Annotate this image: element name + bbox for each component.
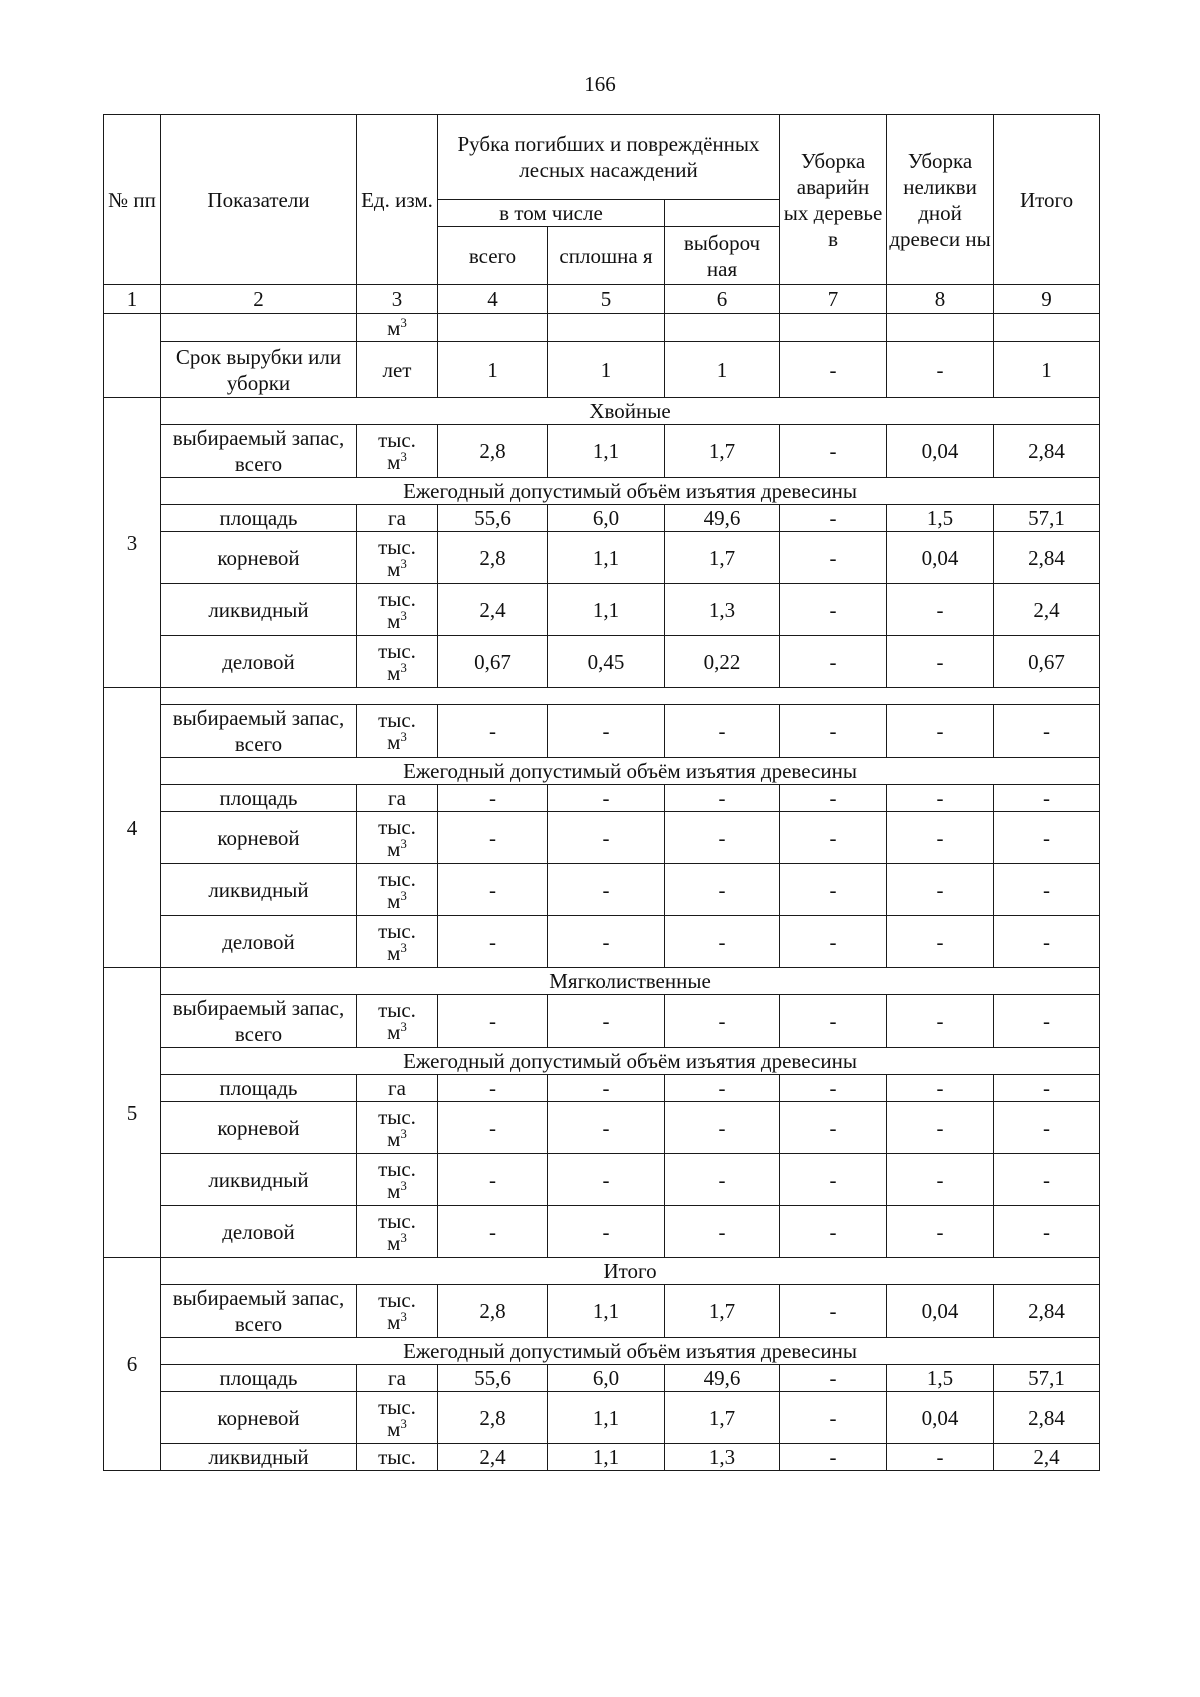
- unit-thous: тыс.: [378, 998, 416, 1022]
- value-cell: -: [887, 1102, 994, 1154]
- value-cell: -: [665, 1102, 780, 1154]
- value-cell: -: [887, 995, 994, 1048]
- unit-cell: га: [357, 1075, 438, 1102]
- annual-volume-title: Ежегодный допустимый объём изъятия древесины: [161, 1338, 1100, 1365]
- value-cell: -: [438, 1154, 548, 1206]
- unit-cell: га: [357, 505, 438, 532]
- value-cell: 2,4: [994, 584, 1100, 636]
- unit-cell: [357, 1102, 438, 1154]
- value-cell: 2,8: [438, 532, 548, 584]
- header-unit: Ед. изм.: [357, 115, 438, 285]
- column-number: 3: [357, 285, 438, 314]
- annual-volume-row: [104, 478, 1100, 505]
- unit-thous: тыс.: [378, 866, 416, 891]
- value-cell: -: [780, 812, 887, 864]
- unit-cell: [357, 1285, 438, 1338]
- value-cell: -: [438, 785, 548, 812]
- unit-sup: 3: [400, 449, 407, 464]
- value-cell: -: [780, 1392, 887, 1444]
- value-cell: -: [780, 1154, 887, 1206]
- value-cell: -: [887, 1444, 994, 1471]
- value-cell: 2,8: [438, 1392, 548, 1444]
- value-cell: 2,84: [994, 425, 1100, 478]
- unit-cell: [357, 1154, 438, 1206]
- indicator-label: выбираемый запас, всего: [161, 425, 357, 478]
- value-cell: -: [438, 1075, 548, 1102]
- value-cell: -: [780, 1365, 887, 1392]
- indicator-label: выбираемый запас, всего: [161, 705, 357, 758]
- value-cell: 57,1: [994, 1365, 1100, 1392]
- value-cell: 0,67: [994, 636, 1100, 688]
- value-cell: -: [548, 1154, 665, 1206]
- unit-m: м: [387, 1230, 401, 1255]
- value-cell: 1,1: [548, 1444, 665, 1471]
- value-cell: -: [548, 1102, 665, 1154]
- section-title: Хвойные: [161, 398, 1100, 425]
- unit-cell: [357, 916, 438, 968]
- row-root: [104, 1102, 1100, 1154]
- header-clear: сплошна я: [548, 227, 665, 285]
- value-cell: -: [780, 1206, 887, 1258]
- column-numbers-row: [104, 285, 1100, 314]
- unit-cell: [357, 995, 438, 1048]
- column-number: 5: [548, 285, 665, 314]
- row-area: [104, 505, 1100, 532]
- annual-volume-row: [104, 1048, 1100, 1075]
- value-cell: -: [887, 1154, 994, 1206]
- value-cell: -: [548, 705, 665, 758]
- value-cell: -: [887, 636, 994, 688]
- value-cell: -: [887, 1206, 994, 1258]
- value-cell: -: [994, 1075, 1100, 1102]
- indicator-label: корневой: [161, 532, 357, 584]
- row-area: [104, 785, 1100, 812]
- unit-thous: тыс.: [378, 586, 416, 611]
- header-felling-group: Рубка погибших и повреждённых лесных насаждений: [438, 115, 780, 200]
- unit-thous: тыс.: [378, 638, 416, 663]
- row-liquid: [104, 584, 1100, 636]
- value-cell: -: [548, 1206, 665, 1258]
- unit-cell: [357, 636, 438, 688]
- value-cell: -: [780, 532, 887, 584]
- term-value: 1: [548, 342, 665, 398]
- section-title: Итого: [161, 1258, 1100, 1285]
- unit-m: м: [387, 1310, 401, 1334]
- row-root: [104, 1392, 1100, 1444]
- column-number: 7: [780, 285, 887, 314]
- row-liquid: [104, 1154, 1100, 1206]
- row-stock: [104, 1285, 1100, 1338]
- unit-sup: 3: [400, 1019, 407, 1034]
- value-cell: -: [548, 785, 665, 812]
- unit-sup: 3: [400, 1415, 407, 1431]
- value-cell: 2,8: [438, 1285, 548, 1338]
- section-title-row: [104, 968, 1100, 995]
- harvest-volume-table: [103, 114, 1100, 1471]
- indicator-label: площадь: [161, 1365, 357, 1392]
- row-liquid: [104, 864, 1100, 916]
- section-title: Мягколиственные: [161, 968, 1100, 995]
- unit-sup: 3: [400, 555, 407, 571]
- value-cell: -: [780, 425, 887, 478]
- unit-thous: тыс.: [378, 1208, 416, 1233]
- unit-continuation-row: [104, 314, 1100, 342]
- header-illiquid: Уборка неликви дной древеси ны: [887, 115, 994, 285]
- column-number: 1: [104, 285, 161, 314]
- indicator-label: ликвидный: [161, 584, 357, 636]
- value-cell: -: [887, 812, 994, 864]
- term-value: 1: [438, 342, 548, 398]
- value-cell: -: [994, 1154, 1100, 1206]
- column-number: 4: [438, 285, 548, 314]
- indicator-label: выбираемый запас, всего: [161, 1285, 357, 1338]
- value-cell: -: [438, 916, 548, 968]
- annual-volume-row: [104, 1338, 1100, 1365]
- unit-m: м: [387, 1020, 401, 1044]
- section-title: [161, 688, 1100, 705]
- column-number: 9: [994, 285, 1100, 314]
- term-unit: лет: [357, 342, 438, 398]
- section-title-row: [104, 1258, 1100, 1285]
- annual-volume-title: Ежегодный допустимый объём изъятия древесины: [161, 478, 1100, 505]
- unit-cell: [357, 1392, 438, 1444]
- section-title-row: [104, 688, 1100, 705]
- header-selective: выбороч ная: [665, 227, 780, 285]
- value-cell: -: [994, 705, 1100, 758]
- value-cell: -: [548, 812, 665, 864]
- unit-cell: га: [357, 1365, 438, 1392]
- annual-volume-title: Ежегодный допустимый объём изъятия древесины: [161, 758, 1100, 785]
- value-cell: -: [780, 505, 887, 532]
- indicator-label: выбираемый запас, всего: [161, 995, 357, 1048]
- unit-sup: 3: [400, 729, 407, 744]
- unit-sup: 3: [400, 1125, 407, 1141]
- value-cell: -: [780, 705, 887, 758]
- header-grand-total: Итого: [994, 115, 1100, 285]
- value-cell: 6,0: [548, 1365, 665, 1392]
- row-stock: [104, 995, 1100, 1048]
- section-number: 4: [104, 688, 161, 968]
- value-cell: -: [780, 1075, 887, 1102]
- unit-cell: [357, 1206, 438, 1258]
- value-cell: -: [548, 1075, 665, 1102]
- value-cell: 49,6: [665, 505, 780, 532]
- value-cell: 1,1: [548, 1285, 665, 1338]
- value-cell: -: [665, 916, 780, 968]
- value-cell: -: [548, 916, 665, 968]
- value-cell: 2,8: [438, 425, 548, 478]
- value-cell: 0,04: [887, 532, 994, 584]
- value-cell: -: [438, 812, 548, 864]
- value-cell: 2,4: [438, 1444, 548, 1471]
- section-number: 5: [104, 968, 161, 1258]
- value-cell: 2,84: [994, 1392, 1100, 1444]
- header-indicator: Показатели: [161, 115, 357, 285]
- column-number: 8: [887, 285, 994, 314]
- unit-thous: тыс.: [378, 814, 416, 839]
- unit-m: м: [387, 660, 401, 685]
- term-value: 1: [665, 342, 780, 398]
- indicator-label: ликвидный: [161, 1444, 357, 1471]
- value-cell: 1,5: [887, 1365, 994, 1392]
- unit-thous: тыс.: [378, 1104, 416, 1129]
- row-business: [104, 916, 1100, 968]
- value-cell: -: [665, 1206, 780, 1258]
- value-cell: 1,7: [665, 532, 780, 584]
- indicator-label: площадь: [161, 785, 357, 812]
- unit-cell: [357, 705, 438, 758]
- unit-m: м: [387, 836, 401, 861]
- value-cell: -: [994, 995, 1100, 1048]
- header-no: № пп: [104, 115, 161, 285]
- value-cell: 49,6: [665, 1365, 780, 1392]
- unit-m: м: [387, 730, 401, 754]
- value-cell: -: [994, 1102, 1100, 1154]
- unit-m: м: [387, 450, 401, 474]
- unit-thous: тыс.: [378, 1288, 416, 1312]
- row-area: [104, 1365, 1100, 1392]
- value-cell: 55,6: [438, 1365, 548, 1392]
- value-cell: 0,04: [887, 1285, 994, 1338]
- unit-cell: $м^3$: [357, 314, 438, 342]
- value-cell: -: [780, 864, 887, 916]
- unit-thous: тыс.: [378, 1156, 416, 1181]
- term-value: 1: [994, 342, 1100, 398]
- value-cell: -: [548, 995, 665, 1048]
- value-cell: 0,22: [665, 636, 780, 688]
- unit-cell: [357, 425, 438, 478]
- value-cell: -: [665, 705, 780, 758]
- value-cell: 55,6: [438, 505, 548, 532]
- unit-m: м: [387, 608, 401, 633]
- value-cell: -: [887, 584, 994, 636]
- value-cell: -: [665, 785, 780, 812]
- unit-m: м: [387, 1416, 401, 1441]
- header-emergency: Уборка аварийн ых деревье в: [780, 115, 887, 285]
- unit-m: м: [387, 556, 401, 581]
- value-cell: 1,1: [548, 532, 665, 584]
- value-cell: 0,45: [548, 636, 665, 688]
- indicator-label: деловой: [161, 1206, 357, 1258]
- row-root: [104, 812, 1100, 864]
- value-cell: -: [780, 1102, 887, 1154]
- value-cell: 6,0: [548, 505, 665, 532]
- unit-m: м: [387, 888, 401, 913]
- unit-m: м: [387, 1126, 401, 1151]
- unit-cell: [357, 532, 438, 584]
- unit-sup: 3: [400, 607, 407, 623]
- column-number: 6: [665, 285, 780, 314]
- unit-m: м: [387, 1178, 401, 1203]
- value-cell: 2,4: [438, 584, 548, 636]
- value-cell: -: [665, 995, 780, 1048]
- value-cell: -: [780, 636, 887, 688]
- annual-volume-title: Ежегодный допустимый объём изъятия древесины: [161, 1048, 1100, 1075]
- value-cell: 0,04: [887, 1392, 994, 1444]
- value-cell: 2,84: [994, 1285, 1100, 1338]
- value-cell: 1,3: [665, 1444, 780, 1471]
- value-cell: -: [887, 1075, 994, 1102]
- value-cell: -: [438, 1206, 548, 1258]
- row-area: [104, 1075, 1100, 1102]
- value-cell: -: [780, 785, 887, 812]
- unit-cell: тыс.: [357, 1444, 438, 1471]
- value-cell: 2,84: [994, 532, 1100, 584]
- unit-m: м: [387, 940, 401, 965]
- row-stock: [104, 705, 1100, 758]
- value-cell: 1,7: [665, 1285, 780, 1338]
- value-cell: -: [887, 864, 994, 916]
- header-total: всего: [438, 227, 548, 285]
- value-cell: 1,5: [887, 505, 994, 532]
- value-cell: 0,67: [438, 636, 548, 688]
- value-cell: -: [780, 584, 887, 636]
- value-cell: -: [780, 995, 887, 1048]
- value-cell: -: [438, 995, 548, 1048]
- row-business: [104, 636, 1100, 688]
- value-cell: -: [887, 916, 994, 968]
- value-cell: -: [994, 785, 1100, 812]
- value-cell: -: [887, 705, 994, 758]
- term-label: Срок вырубки или уборки: [161, 342, 357, 398]
- indicator-label: корневой: [161, 812, 357, 864]
- unit-sup: 3: [400, 1229, 407, 1245]
- column-number: 2: [161, 285, 357, 314]
- unit-thous: тыс.: [378, 708, 416, 732]
- indicator-label: деловой: [161, 636, 357, 688]
- value-cell: -: [780, 916, 887, 968]
- value-cell: 1,1: [548, 1392, 665, 1444]
- value-cell: 2,4: [994, 1444, 1100, 1471]
- indicator-label: площадь: [161, 1075, 357, 1102]
- annual-volume-row: [104, 758, 1100, 785]
- value-cell: -: [780, 1444, 887, 1471]
- unit-thous: тыс.: [378, 918, 416, 943]
- term-value: -: [887, 342, 994, 398]
- row-liquid: [104, 1444, 1100, 1471]
- indicator-label: корневой: [161, 1392, 357, 1444]
- value-cell: 1,1: [548, 584, 665, 636]
- section-title-row: [104, 398, 1100, 425]
- unit-cell: га: [357, 785, 438, 812]
- term-row: [104, 342, 1100, 398]
- value-cell: -: [994, 864, 1100, 916]
- unit-sup: 3: [400, 939, 407, 955]
- row-business: [104, 1206, 1100, 1258]
- value-cell: -: [665, 1075, 780, 1102]
- section-number: 3: [104, 398, 161, 688]
- row-stock: [104, 425, 1100, 478]
- term-value: -: [780, 342, 887, 398]
- value-cell: -: [994, 812, 1100, 864]
- value-cell: 1,7: [665, 425, 780, 478]
- row-root: [104, 532, 1100, 584]
- section-number: 6: [104, 1258, 161, 1471]
- unit-cell: [357, 864, 438, 916]
- unit-sup: 3: [400, 1177, 407, 1193]
- value-cell: -: [438, 1102, 548, 1154]
- page-number: 166: [584, 72, 616, 96]
- value-cell: -: [665, 812, 780, 864]
- value-cell: -: [438, 705, 548, 758]
- value-cell: -: [994, 1206, 1100, 1258]
- indicator-label: ликвидный: [161, 864, 357, 916]
- value-cell: 0,04: [887, 425, 994, 478]
- unit-sup: 3: [400, 835, 407, 851]
- unit-thous: тыс.: [378, 1394, 416, 1419]
- unit-cell: [357, 584, 438, 636]
- value-cell: -: [887, 785, 994, 812]
- value-cell: 57,1: [994, 505, 1100, 532]
- unit-thous: тыс.: [378, 428, 416, 452]
- unit-thous: тыс.: [378, 534, 416, 559]
- unit-sup: 3: [400, 1309, 407, 1324]
- indicator-label: площадь: [161, 505, 357, 532]
- indicator-label: ликвидный: [161, 1154, 357, 1206]
- value-cell: -: [665, 864, 780, 916]
- value-cell: -: [994, 916, 1100, 968]
- value-cell: -: [780, 1285, 887, 1338]
- unit-sup: 3: [400, 659, 407, 675]
- value-cell: -: [438, 864, 548, 916]
- value-cell: 1,1: [548, 425, 665, 478]
- indicator-label: корневой: [161, 1102, 357, 1154]
- value-cell: 1,3: [665, 584, 780, 636]
- header-including: в том числе: [438, 200, 665, 227]
- value-cell: 1,7: [665, 1392, 780, 1444]
- value-cell: -: [548, 864, 665, 916]
- value-cell: -: [665, 1154, 780, 1206]
- unit-sup: 3: [400, 887, 407, 903]
- indicator-label: деловой: [161, 916, 357, 968]
- unit-cell: [357, 812, 438, 864]
